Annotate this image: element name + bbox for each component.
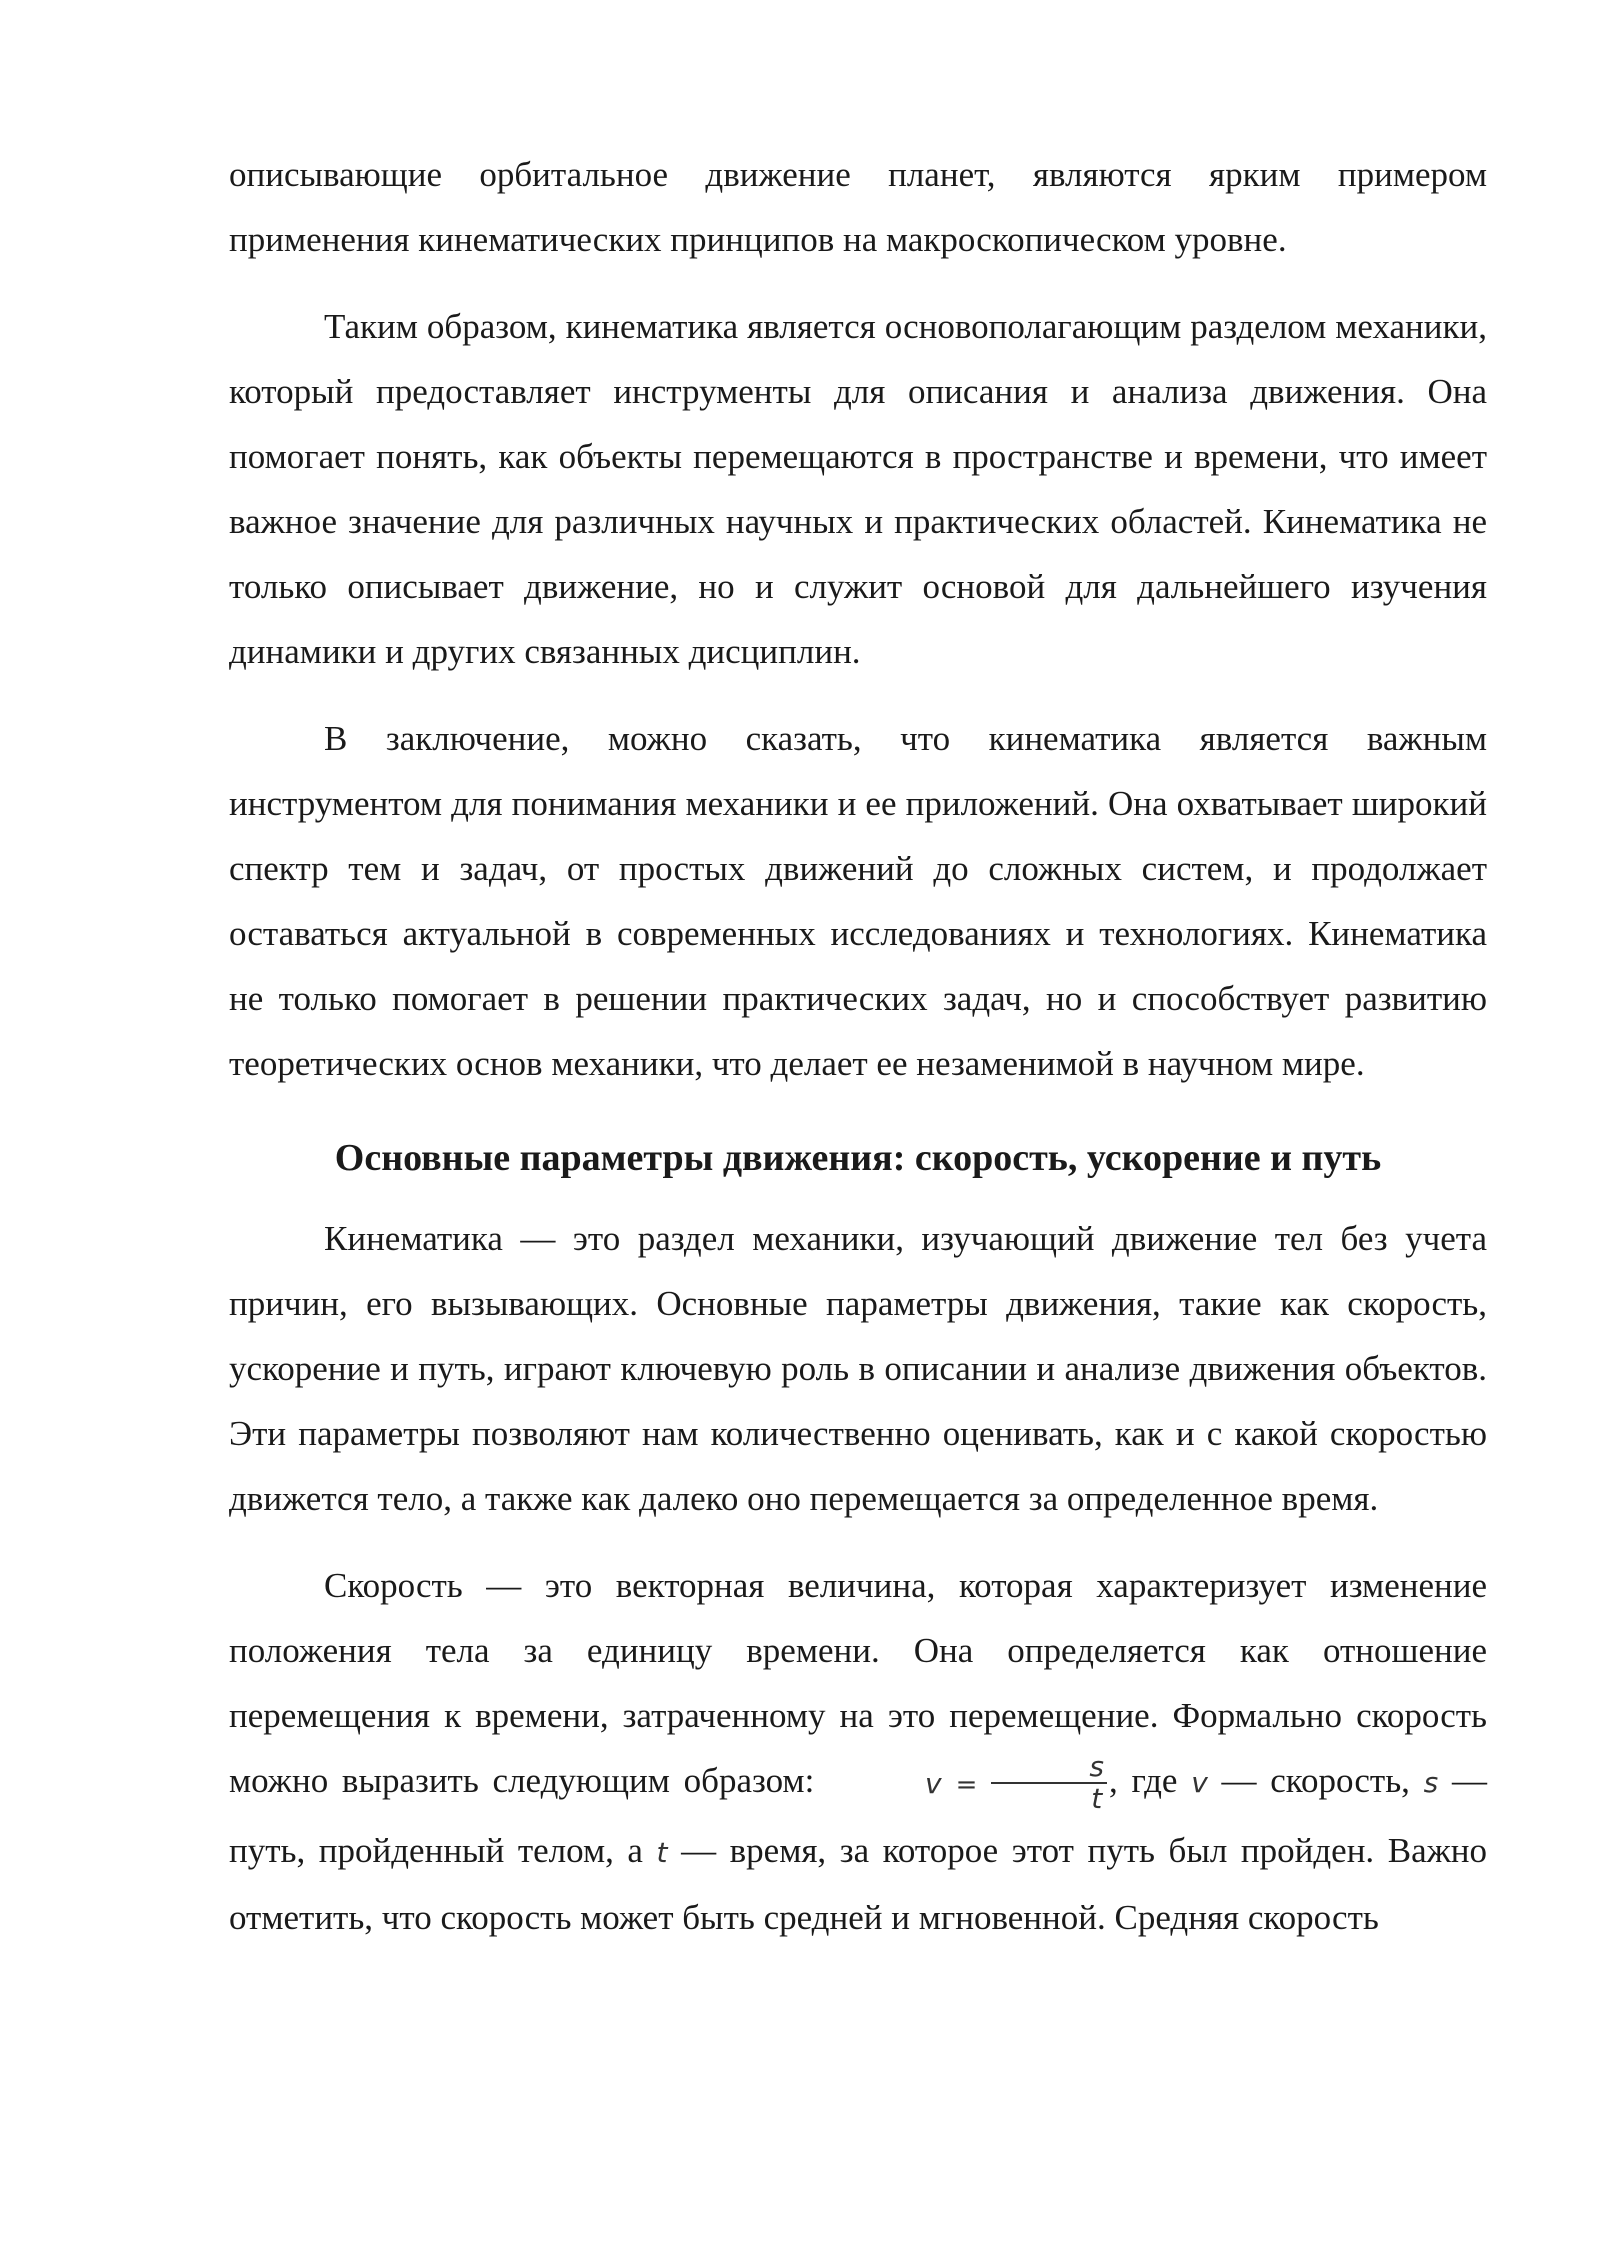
section-heading: Основные параметры движения: скорость, ускорение и путь	[334, 1137, 1382, 1179]
velocity-text-where: , где	[1109, 1761, 1178, 1800]
paragraph-continuation: описывающие орбитальное движение планет, являются ярким примером применения кинематических принципов на макроскопическом уровне.	[229, 155, 1487, 259]
paragraph-kinematics-definition: Кинематика — это раздел механики, изучающий движение тел без учета причин, его вызывающих. Основные параметры движения, такие как скорость, ускорение и путь, играют ключевую роль в описании и анализе движения объектов. Эти параметры позволяют нам количественно оценивать, как и с какой скоростью движется тело, а также как далеко оно перемещается за определенное время.	[229, 1219, 1487, 1518]
velocity-text-speed: — скорость,	[1221, 1761, 1410, 1800]
velocity-formula	[830, 1749, 1107, 1818]
document-page	[229, 142, 1487, 1950]
var-t: t	[656, 1836, 668, 1870]
velocity-text-intro: Скорость — это векторная величина, которая характеризует изменение положения тела за единицу времени. Она определяется как отношение перемещения к времени, затраченному на это перемещение. Формально скорость можно выразить следующим образом:	[229, 1566, 1487, 1800]
velocity-text-rest: — время, за которое этот путь был пройден. Важно отметить, что скорость может быть средней и мгновенной. Средняя скорость	[229, 1831, 1488, 1938]
formula-equals: =	[955, 1770, 978, 1801]
formula-numerator: s	[991, 1752, 1107, 1784]
paragraph-kinematics-summary: Таким образом, кинематика является основополагающим разделом механики, который предоставляет инструменты для описания и анализа движения. Она помогает понять, как объекты перемещаются в пространстве и времени, что имеет важное значение для различных научных и практических областей. Кинематика не только описывает движение, но и служит основой для дальнейшего изучения динамики и других связанных дисциплин.	[229, 307, 1487, 671]
formula-denominator: t	[1091, 1782, 1103, 1816]
paragraph-conclusion: В заключение, можно сказать, что кинематика является важным инструментом для понимания механики и ее приложений. Она охватывает широкий спектр тем и задач, от простых движений до сложных систем, и продолжает оставаться актуальной в современных исследованиях и технологиях. Кинематика не только помогает в решении практических задач, но и способствует развитию теоретических основ механики, что делает ее незаменимой в научном мире.	[229, 719, 1487, 1083]
var-s: s	[1423, 1766, 1439, 1799]
paragraph-velocity	[229, 1553, 1487, 1950]
velocity-text-path: — путь, пройденный телом, а	[229, 1761, 1487, 1871]
formula-fraction	[991, 1752, 1107, 1814]
formula-lhs: v	[925, 1767, 942, 1801]
var-v: v	[1191, 1766, 1208, 1799]
